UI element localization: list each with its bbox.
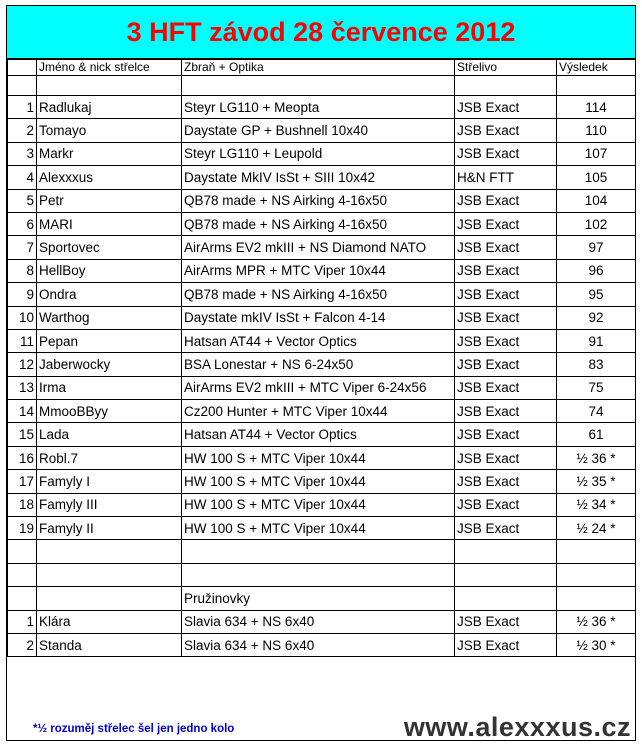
rank-cell: 19 xyxy=(8,517,37,540)
rank-cell: 14 xyxy=(8,400,37,423)
ammo-cell: JSB Exact xyxy=(455,400,557,423)
rank-cell: 2 xyxy=(8,119,37,142)
header-ammo: Střelivo xyxy=(455,60,557,76)
gun-cell: HW 100 S + MTC Viper 10x44 xyxy=(182,470,455,493)
rank-cell: 8 xyxy=(8,259,37,282)
ammo-cell: JSB Exact xyxy=(455,610,557,633)
footer xyxy=(7,706,635,740)
score-cell: 107 xyxy=(557,142,636,165)
header-name: Jméno & nick střelce xyxy=(37,60,182,76)
gun-cell: HW 100 S + MTC Viper 10x44 xyxy=(182,446,455,469)
rank-cell: 3 xyxy=(8,142,37,165)
rank-cell: 12 xyxy=(8,353,37,376)
name-cell: Ondra xyxy=(37,283,182,306)
header-gun: Zbraň + Optika xyxy=(182,60,455,76)
score-cell: 97 xyxy=(557,236,636,259)
name-cell: Standa xyxy=(37,633,182,656)
website-watermark: www.alexxxus.cz xyxy=(403,712,631,742)
score-cell: 104 xyxy=(557,189,636,212)
gun-cell: Hatsan AT44 + Vector Optics xyxy=(182,423,455,446)
ammo-cell: JSB Exact xyxy=(455,212,557,235)
title-banner xyxy=(7,6,635,59)
score-cell: 75 xyxy=(557,376,636,399)
empty-row xyxy=(8,540,636,563)
table-row xyxy=(8,446,636,469)
gun-cell: QB78 made + NS Airking 4-16x50 xyxy=(182,212,455,235)
name-cell: Jaberwocky xyxy=(37,353,182,376)
table-row xyxy=(8,259,636,282)
table-row xyxy=(8,610,636,633)
ammo-cell: H&N FTT xyxy=(455,166,557,189)
score-cell: 96 xyxy=(557,259,636,282)
table-row xyxy=(8,96,636,119)
table-row xyxy=(8,493,636,516)
rank-cell: 1 xyxy=(8,610,37,633)
name-cell: Irma xyxy=(37,376,182,399)
name-cell: Klára xyxy=(37,610,182,633)
results-sheet xyxy=(6,5,636,741)
ammo-cell: JSB Exact xyxy=(455,306,557,329)
name-cell: Famyly II xyxy=(37,517,182,540)
table-row xyxy=(8,166,636,189)
ammo-cell: JSB Exact xyxy=(455,283,557,306)
score-cell: ½ 24 * xyxy=(557,517,636,540)
ammo-cell: JSB Exact xyxy=(455,353,557,376)
gun-cell: HW 100 S + MTC Viper 10x44 xyxy=(182,517,455,540)
rank-cell: 15 xyxy=(8,423,37,446)
gun-cell: Daystate mkIV IsSt + Falcon 4-14 xyxy=(182,306,455,329)
results-table xyxy=(7,59,636,657)
gun-cell: AirArms EV2 mkIII + MTC Viper 6-24x56 xyxy=(182,376,455,399)
score-cell: 74 xyxy=(557,400,636,423)
table-row xyxy=(8,470,636,493)
section-label: Pružinovky xyxy=(182,587,455,610)
page-title: 3 HFT závod 28 července 2012 xyxy=(126,17,516,47)
ammo-cell: JSB Exact xyxy=(455,142,557,165)
header-number xyxy=(8,60,37,76)
name-cell: Lada xyxy=(37,423,182,446)
spacer-row xyxy=(8,76,636,96)
score-cell: ½ 30 * xyxy=(557,633,636,656)
rank-cell: 7 xyxy=(8,236,37,259)
ammo-cell: JSB Exact xyxy=(455,119,557,142)
rank-cell: 2 xyxy=(8,633,37,656)
gun-cell: AirArms EV2 mkIII + NS Diamond NATO xyxy=(182,236,455,259)
ammo-cell: JSB Exact xyxy=(455,259,557,282)
name-cell: Tomayo xyxy=(37,119,182,142)
gun-cell: HW 100 S + MTC Viper 10x44 xyxy=(182,493,455,516)
name-cell: Alexxxus xyxy=(37,166,182,189)
gun-cell: Slavia 634 + NS 6x40 xyxy=(182,633,455,656)
score-cell: ½ 34 * xyxy=(557,493,636,516)
ammo-cell: JSB Exact xyxy=(455,517,557,540)
score-cell: 110 xyxy=(557,119,636,142)
table-row xyxy=(8,306,636,329)
name-cell: Robl.7 xyxy=(37,446,182,469)
table-row xyxy=(8,283,636,306)
name-cell: Famyly I xyxy=(37,470,182,493)
name-cell: Warthog xyxy=(37,306,182,329)
ammo-cell: JSB Exact xyxy=(455,236,557,259)
name-cell: Pepan xyxy=(37,329,182,352)
score-cell: 114 xyxy=(557,96,636,119)
gun-cell: Hatsan AT44 + Vector Optics xyxy=(182,329,455,352)
gun-cell: Cz200 Hunter + MTC Viper 10x44 xyxy=(182,400,455,423)
ammo-cell: JSB Exact xyxy=(455,96,557,119)
ammo-cell: JSB Exact xyxy=(455,423,557,446)
ammo-cell: JSB Exact xyxy=(455,446,557,469)
table-row xyxy=(8,376,636,399)
rank-cell: 10 xyxy=(8,306,37,329)
table-row xyxy=(8,329,636,352)
table-row xyxy=(8,236,636,259)
gun-cell: BSA Lonestar + NS 6-24x50 xyxy=(182,353,455,376)
gun-cell: Slavia 634 + NS 6x40 xyxy=(182,610,455,633)
rank-cell: 9 xyxy=(8,283,37,306)
score-cell: 91 xyxy=(557,329,636,352)
rank-cell: 16 xyxy=(8,446,37,469)
header-result: Výsledek xyxy=(557,60,636,76)
rank-cell: 17 xyxy=(8,470,37,493)
score-cell: 83 xyxy=(557,353,636,376)
table-row xyxy=(8,119,636,142)
gun-cell: Steyr LG110 + Meopta xyxy=(182,96,455,119)
table-row xyxy=(8,353,636,376)
table-row xyxy=(8,517,636,540)
gun-cell: Daystate MkIV IsSt + SIII 10x42 xyxy=(182,166,455,189)
table-row xyxy=(8,400,636,423)
ammo-cell: JSB Exact xyxy=(455,633,557,656)
rank-cell: 5 xyxy=(8,189,37,212)
name-cell: HellBoy xyxy=(37,259,182,282)
ammo-cell: JSB Exact xyxy=(455,493,557,516)
score-cell: 102 xyxy=(557,212,636,235)
score-cell: ½ 35 * xyxy=(557,470,636,493)
table-row xyxy=(8,633,636,656)
name-cell: Radlukaj xyxy=(37,96,182,119)
table-row xyxy=(8,423,636,446)
score-cell: ½ 36 * xyxy=(557,446,636,469)
rank-cell: 6 xyxy=(8,212,37,235)
ammo-cell: JSB Exact xyxy=(455,189,557,212)
table-row xyxy=(8,212,636,235)
gun-cell: AirArms MPR + MTC Viper 10x44 xyxy=(182,259,455,282)
empty-row xyxy=(8,563,636,586)
score-cell: ½ 36 * xyxy=(557,610,636,633)
rank-cell: 13 xyxy=(8,376,37,399)
score-cell: 61 xyxy=(557,423,636,446)
ammo-cell: JSB Exact xyxy=(455,329,557,352)
name-cell: MmooBByy xyxy=(37,400,182,423)
header-row xyxy=(8,60,636,76)
ammo-cell: JSB Exact xyxy=(455,470,557,493)
name-cell: Markr xyxy=(37,142,182,165)
name-cell: Famyly III xyxy=(37,493,182,516)
rank-cell: 4 xyxy=(8,166,37,189)
name-cell: MARI xyxy=(37,212,182,235)
table-row xyxy=(8,189,636,212)
score-cell: 95 xyxy=(557,283,636,306)
gun-cell: Daystate GP + Bushnell 10x40 xyxy=(182,119,455,142)
gun-cell: Steyr LG110 + Leupold xyxy=(182,142,455,165)
name-cell: Sportovec xyxy=(37,236,182,259)
name-cell: Petr xyxy=(37,189,182,212)
score-cell: 92 xyxy=(557,306,636,329)
gun-cell: QB78 made + NS Airking 4-16x50 xyxy=(182,189,455,212)
score-cell: 105 xyxy=(557,166,636,189)
rank-cell: 18 xyxy=(8,493,37,516)
section-row xyxy=(8,587,636,610)
rank-cell: 1 xyxy=(8,96,37,119)
ammo-cell: JSB Exact xyxy=(455,376,557,399)
rank-cell: 11 xyxy=(8,329,37,352)
footnote: *½ rozuměj střelec šel jen jedno kolo xyxy=(33,723,235,735)
table-row xyxy=(8,142,636,165)
gun-cell: QB78 made + NS Airking 4-16x50 xyxy=(182,283,455,306)
